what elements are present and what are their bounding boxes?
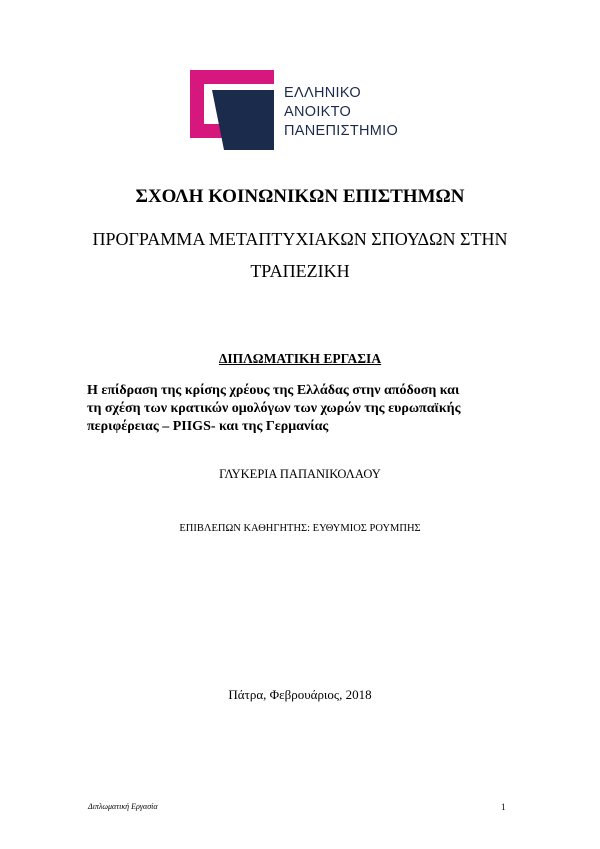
university-logo bbox=[190, 70, 440, 150]
thesis-title-line-3: περιφέρειας – PIIGS- και της Γερμανίας bbox=[87, 419, 329, 434]
supervisor: ΕΠΙΒΛΕΠΩΝ ΚΑΘΗΓΗΤΗΣ: ΕΥΘΥΜΙΟΣ ΡΟΥΜΠΗΣ bbox=[179, 523, 421, 534]
university-logo-icon bbox=[190, 70, 280, 150]
program-name-line-1: ΠΡΟΓΡΑΜΜΑ ΜΕΤΑΠΤΥΧΙΑΚΩΝ ΣΠΟΥΔΩΝ ΣΤΗΝ bbox=[92, 229, 508, 249]
school-name: ΣΧΟΛΗ ΚΟΙΝΩΝΙΚΩΝ ΕΠΙΣΤΗΜΩΝ bbox=[135, 186, 465, 207]
logo-text-line-3: ΠΑΝΕΠΙΣΤΗΜΙΟ bbox=[284, 123, 399, 139]
place-date: Πάτρα, Φεβρουάριος, 2018 bbox=[228, 687, 372, 702]
footer-page-number: 1 bbox=[501, 802, 506, 812]
thesis-title-line-2: τη σχέση των κρατικών ομολόγων των χωρών της ευρωπαϊκής bbox=[87, 401, 461, 416]
footer-document-type: Διπλωματική Εργασία bbox=[88, 802, 158, 811]
thesis-label: ΔΙΠΛΩΜΑΤΙΚΗ ΕΡΓΑΣΙΑ bbox=[218, 351, 382, 366]
thesis-title-line-1: Η επίδραση της κρίσης χρέους της Ελλάδας στην απόδοση και bbox=[87, 383, 460, 398]
author-name: ΓΛΥΚΕΡΙΑ ΠΑΠΑΝΙΚΟΛΑΟΥ bbox=[219, 467, 381, 481]
thesis-title bbox=[87, 382, 527, 436]
logo-text-line-2: ΑΝΟΙΚΤΟ bbox=[284, 104, 352, 120]
program-name-line-2: ΤΡΑΠΕΖΙΚΗ bbox=[250, 261, 350, 281]
logo-text-line-1: ΕΛΛΗΝΙΚΟ bbox=[284, 85, 361, 101]
